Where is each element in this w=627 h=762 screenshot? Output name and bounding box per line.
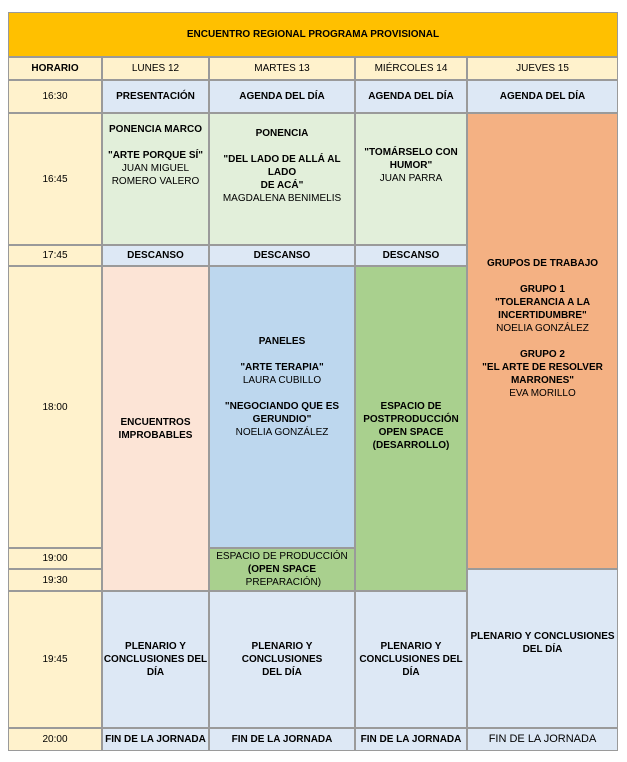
miercoles-espacio-line-4: (DESARROLLO) [372,439,450,451]
miercoles-plenario-line-1: PLENARIO Y [380,641,442,652]
time-1930-text: 19:30 [42,574,68,586]
schedule-title-text: ENCUENTRO REGIONAL PROGRAMA PROVISIONAL [186,29,440,40]
header-jueves-text: JUEVES 15 [516,63,569,74]
miercoles-descanso [355,245,467,266]
miercoles-quote-2: HUMOR" [389,159,433,171]
header-martes-text: MARTES 13 [254,63,310,74]
jueves-grupo1-author: NOELIA GONZÁLEZ [496,323,589,334]
header-martes [209,57,355,80]
jueves-grupos-title: GRUPOS DE TRABAJO [486,258,599,269]
lunes-plenario-line-1: PLENARIO Y [125,641,186,652]
miercoles-espacio-line-3: OPEN SPACE [378,426,444,438]
miercoles-ponencia [355,113,467,245]
martes-paneles-title: PANELES [258,336,306,347]
lunes-presentacion-text: PRESENTACIÓN [116,91,195,102]
martes-descanso [209,245,355,266]
miercoles-quote-1: "TOMÁRSELO CON [364,146,458,158]
martes-espacio-open-space: (OPEN SPACE [247,564,317,575]
jueves-plenario [467,569,618,728]
martes-ponencia-author: MAGDALENA BENIMELIS [222,193,342,204]
miercoles-plenario [355,591,467,728]
martes-panel2-quote-1: "NEGOCIANDO QUE ES [224,401,340,412]
jueves-grupo1-label: GRUPO 1 [519,284,565,295]
miercoles-agenda [355,80,467,113]
jueves-grupo2-quote-2: MARRONES" [510,375,575,386]
martes-panel1-quote: "ARTE TERAPIA" [240,362,324,373]
jueves-plenario-line-1: PLENARIO Y CONCLUSIONES [470,630,615,642]
miercoles-fin-text: FIN DE LA JORNADA [360,734,462,745]
time-1645-text: 16:45 [42,173,68,185]
lunes-ponencia-author-2: ROMERO VALERO [111,176,200,187]
lunes-ponencia-title: PONENCIA MARCO [109,124,202,135]
martes-ponencia-quote-1: "DEL LADO DE ALLÁ AL LADO [223,154,341,178]
jueves-grupo2-label: GRUPO 2 [519,349,565,360]
lunes-encuentros-line-1: ENCUENTROS [120,416,191,428]
lunes-ponencia [102,113,209,245]
time-1630 [8,80,102,113]
martes-agenda [209,80,355,113]
martes-panel2-author: NOELIA GONZÁLEZ [235,427,329,438]
header-horario-text: HORARIO [31,63,79,74]
lunes-ponencia-quote: "ARTE PORQUE SÍ" [107,150,204,161]
time-1800-text: 18:00 [42,401,68,413]
header-horario [8,57,102,80]
miercoles-author: JUAN PARRA [379,172,443,184]
martes-panel1-author: LAURA CUBILLO [242,375,322,386]
lunes-encuentros [102,266,209,591]
time-1745 [8,245,102,266]
lunes-descanso [102,245,209,266]
header-miercoles-text: MIÉRCOLES 14 [374,63,448,74]
time-2000-text: 20:00 [42,734,68,745]
miercoles-espacio-line-1: ESPACIO DE [380,400,442,412]
jueves-agenda-text: AGENDA DEL DÍA [499,91,586,102]
jueves-agenda [467,80,618,113]
header-lunes [102,57,209,80]
time-1745-text: 17:45 [42,250,68,261]
jueves-fin [467,728,618,751]
miercoles-fin [355,728,467,751]
martes-panel2-quote-2: GERUNDIO" [252,414,312,425]
martes-descanso-text: DESCANSO [253,250,311,261]
time-1630-text: 16:30 [42,91,68,102]
jueves-grupo2-author: EVA MORILLO [509,388,576,399]
lunes-fin [102,728,209,751]
martes-espacio-preparacion: PREPARACIÓN) [242,577,322,588]
schedule-title [8,12,618,57]
miercoles-descanso-text: DESCANSO [382,250,440,261]
jueves-fin-text: FIN DE LA JORNADA [488,733,597,745]
lunes-plenario-line-2: CONCLUSIONES DEL [103,654,208,665]
time-1945-text: 19:45 [42,654,68,665]
header-jueves [467,57,618,80]
martes-ponencia [209,113,355,245]
martes-fin [209,728,355,751]
lunes-descanso-text: DESCANSO [127,250,184,261]
martes-plenario-line-1: PLENARIO Y CONCLUSIONES [241,641,323,665]
miercoles-agenda-text: AGENDA DEL DÍA [368,91,454,102]
time-1945 [8,591,102,728]
miercoles-plenario-line-3: DÍA [402,667,420,678]
martes-ponencia-quote-2: DE ACÁ" [260,180,304,191]
martes-fin-text: FIN DE LA JORNADA [231,734,333,745]
martes-plenario [209,591,355,728]
jueves-grupo1-quote-1: "TOLERANCIA A LA [494,297,591,308]
time-1800 [8,266,102,548]
lunes-encuentros-line-2: IMPROBABLES [118,429,193,441]
time-2000 [8,728,102,751]
jueves-grupo2-quote-1: "EL ARTE DE RESOLVER [482,362,603,373]
header-miercoles [355,57,467,80]
martes-espacio-produccion [209,548,355,591]
martes-espacio-line-1: ESPACIO DE PRODUCCIÓN [216,551,348,562]
lunes-fin-text: FIN DE LA JORNADA [105,734,206,745]
miercoles-plenario-line-2: CONCLUSIONES DEL [359,654,463,665]
martes-paneles [209,266,355,548]
jueves-grupos [467,113,618,569]
time-1645 [8,113,102,245]
header-lunes-text: LUNES 12 [131,63,180,74]
lunes-plenario-line-3: DÍA [146,667,165,678]
lunes-plenario [102,591,209,728]
time-1900-text: 19:00 [42,553,68,564]
lunes-presentacion [102,80,209,113]
martes-ponencia-title: PONENCIA [255,128,309,139]
jueves-plenario-line-2: DEL DÍA [522,643,563,655]
time-1900 [8,548,102,569]
miercoles-espacio-line-2: POSTPRODUCCIÓN [363,413,459,425]
jueves-grupo1-quote-2: INCERTIDUMBRE" [498,310,587,321]
miercoles-espacio-postproduccion [355,266,467,591]
lunes-ponencia-author-1: JUAN MIGUEL [121,163,190,174]
time-1930 [8,569,102,591]
martes-agenda-text: AGENDA DEL DÍA [239,91,325,102]
martes-plenario-line-2: DEL DÍA [262,667,302,678]
